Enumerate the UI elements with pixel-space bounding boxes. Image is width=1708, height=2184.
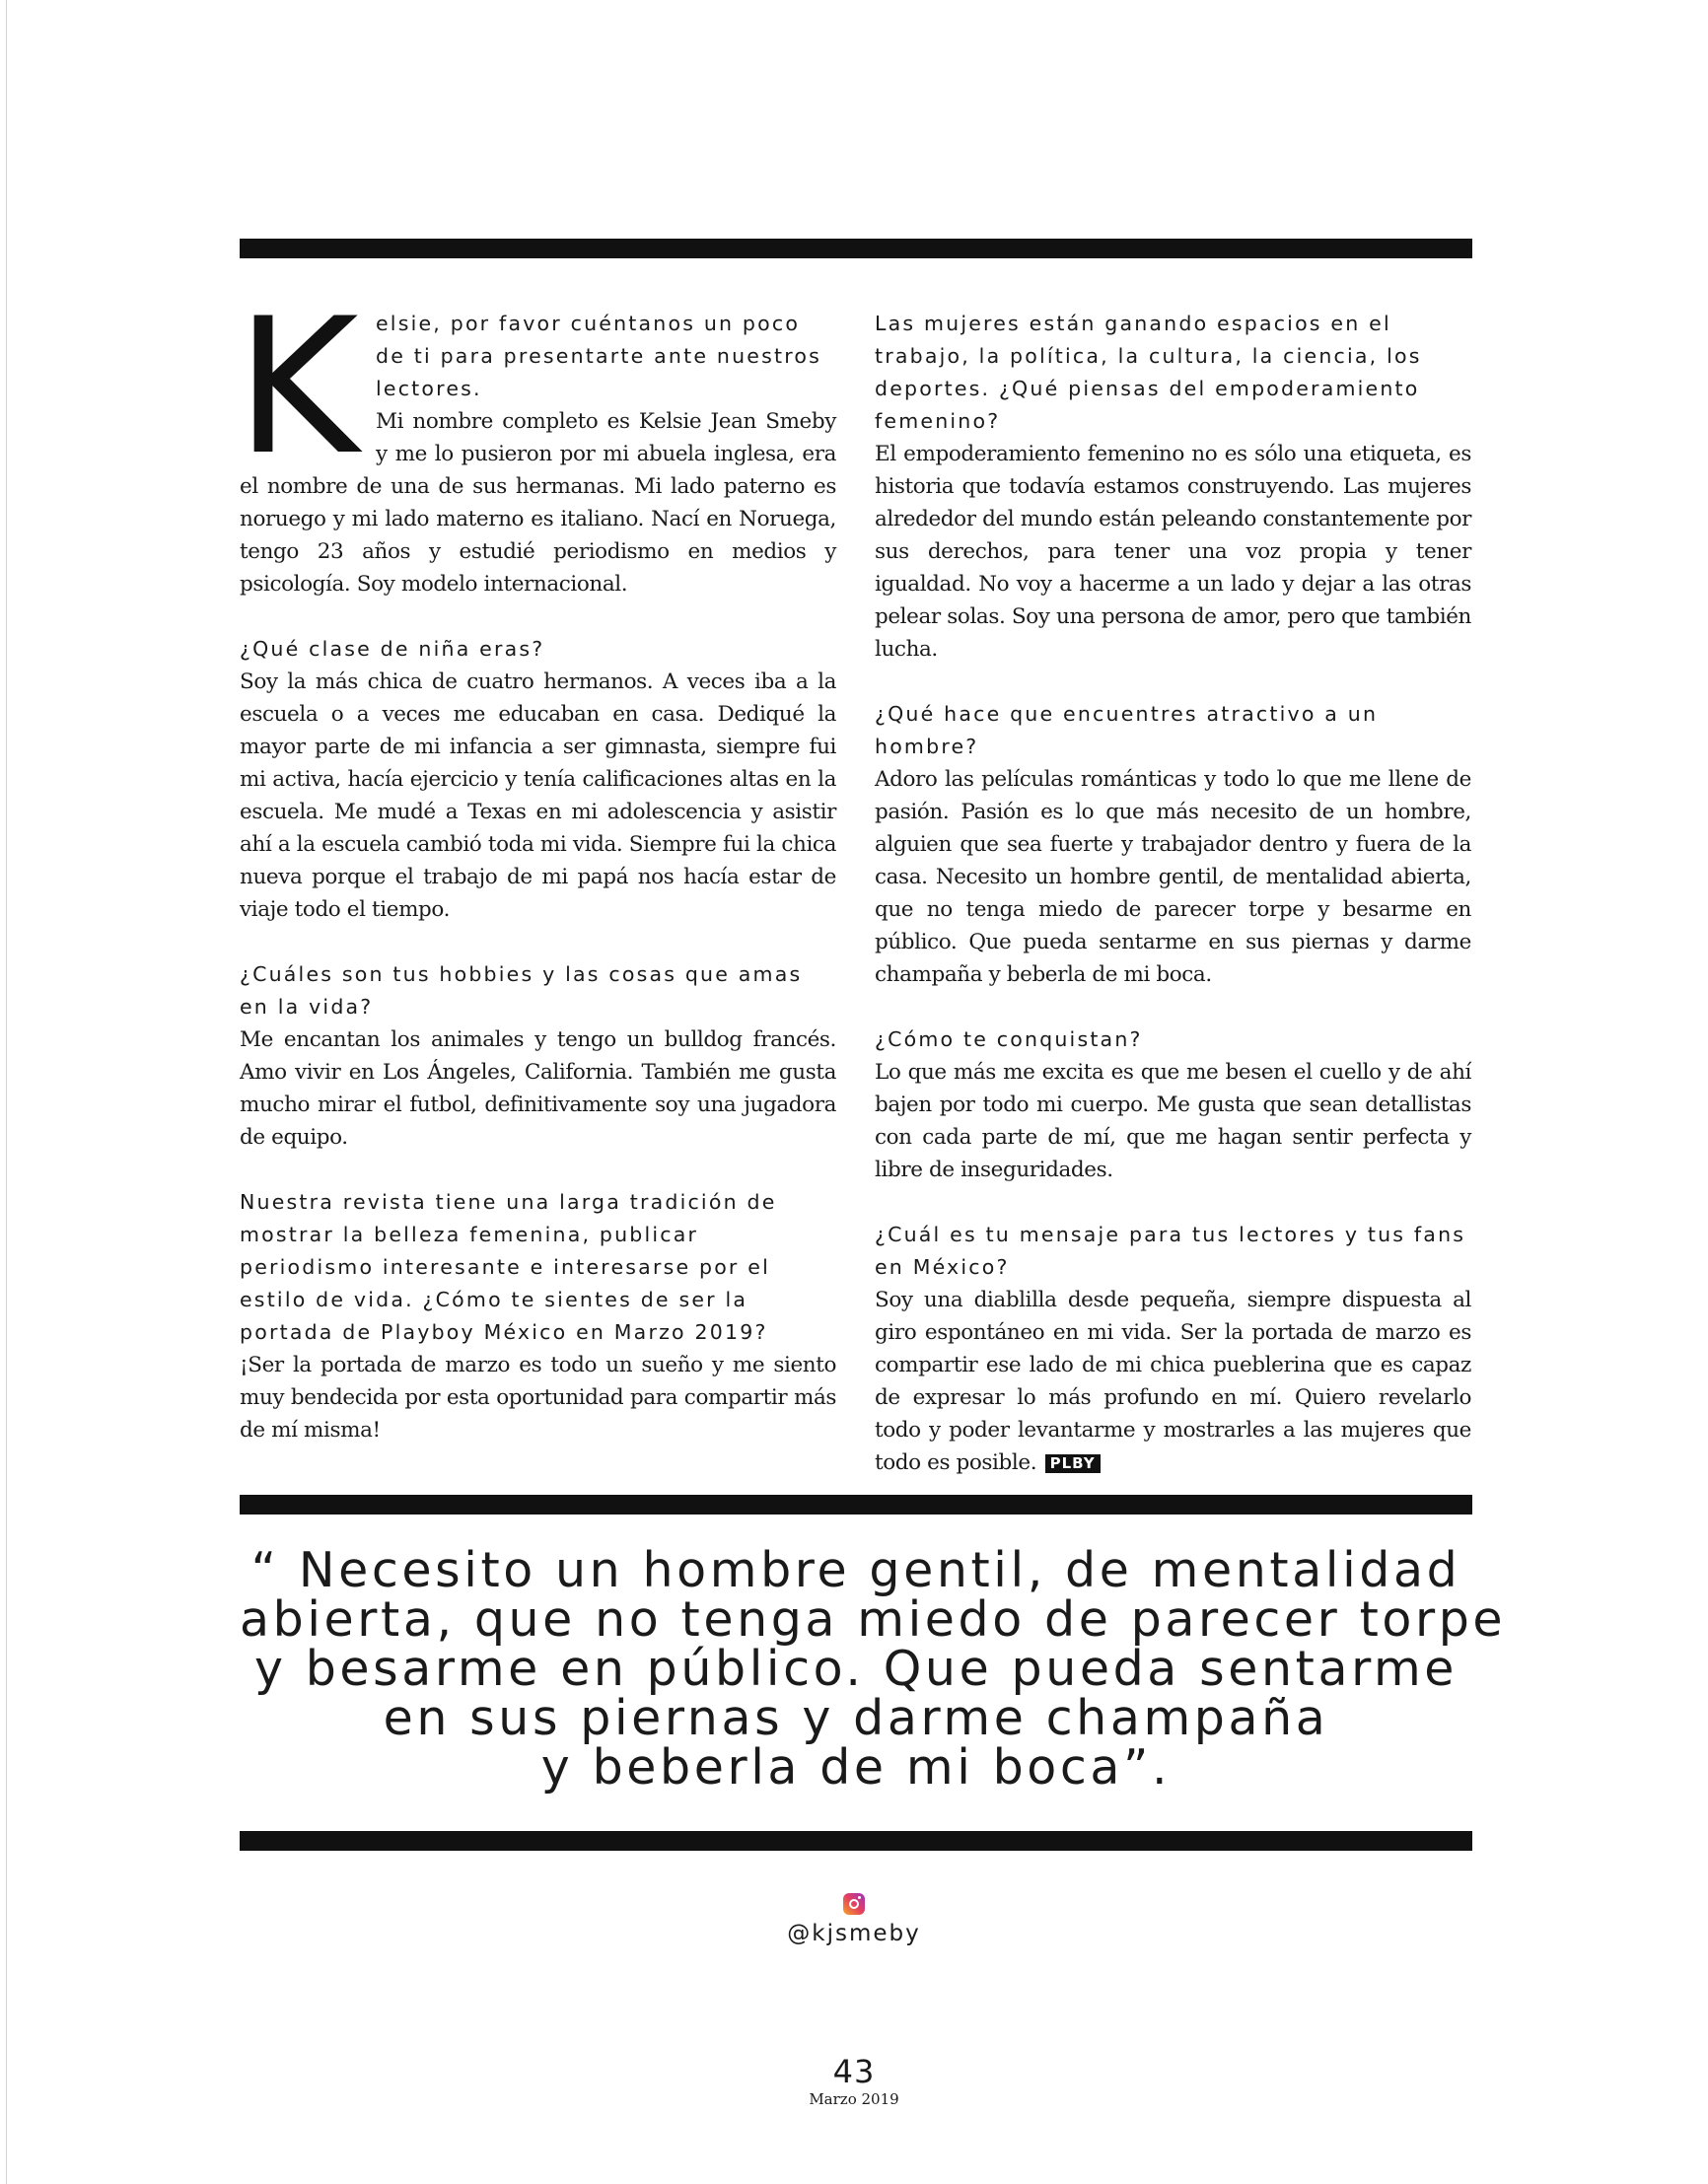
question: ¿Qué clase de niña eras? xyxy=(240,637,545,661)
question: ¿Cómo te conquistan? xyxy=(875,1027,1143,1051)
answer: Me encantan los animales y tengo un bulldog francés. Amo vivir en Los Ángeles, California. También me gusta mucho mirar el futbol, definitivamente soy una jugadora de equipo. xyxy=(240,1027,836,1150)
intro xyxy=(236,278,836,600)
issue-date: Marzo 2019 xyxy=(809,2090,899,2108)
top-rule xyxy=(240,239,1472,258)
closing-answer-text: Soy una diablilla desde pequeña, siempre dispuesta al giro espontáneo en mi vida. Ser la portada de marzo es compartir ese lado de mi chica pueblerina que es capaz de expresar lo más profundo en mí. Quiero revelarlo todo y poder levantarme y mostrarles a las mujeres que todo es posible. xyxy=(875,1288,1471,1475)
intro-answer: Mi nombre completo es Kelsie Jean Smeby y me lo pusieron por mi abuela inglesa, era el nombre de una de sus hermanas. Mi lado paterno es noruego y mi lado materno es italiano. Nací en Noruega, tengo 23 años y estudié periodismo en medios y psicología. Soy modelo internacional. xyxy=(240,409,836,597)
answer: El empoderamiento femenino no es sólo una etiqueta, es historia que todavía estamos construyendo. Las mujeres alrededor del mundo están peleando constantemente por sus derechos, para tener una voz propia y tener igualdad. No voy a hacerme a un lado y dejar a las otras pelear solas. Soy una persona de amor, pero que también lucha. xyxy=(875,442,1471,662)
question: Las mujeres están ganando espacios en el trabajo, la política, la cultura, la ciencia, los deportes. ¿Qué piensas del empoderamiento femenino? xyxy=(875,312,1422,433)
plby-signoff-logo: PLBY xyxy=(1045,1454,1101,1473)
answer xyxy=(875,1284,1471,1479)
right-column xyxy=(875,308,1471,1479)
pull-quote-line: en sus piernas y darme champaña xyxy=(383,1690,1329,1746)
answer: Soy la más chica de cuatro hermanos. A veces iba a la escuela o a veces me educaban en casa. Dediqué la mayor parte de mi infancia a ser gimnasta, siempre fui mi activa, hacía ejercicio y tenía calificaciones altas en la escuela. Me mudé a Texas en mi adolescencia y asistir ahí a la escuela cambió toda mi vida. Siempre fui la chica nueva porque el trabajo de mi papá nos hacía estar de viaje todo el tiempo. xyxy=(240,669,836,922)
left-column xyxy=(236,278,836,1446)
question: Nuestra revista tiene una larga tradición de mostrar la belleza femenina, publicar periodismo interesante e interesarse por el estilo de vida. ¿Cómo te sientes de ser la portada de Playboy México en Marzo 2019? xyxy=(240,1190,777,1344)
question: ¿Cuál es tu mensaje para tus lectores y tus fans en México? xyxy=(875,1223,1466,1279)
answer: Adoro las películas románticas y todo lo que me llene de pasión. Pasión es lo que más necesito de un hombre, alguien que sea fuerte y trabajador dentro y fuera de la casa. Necesito un hombre gentil, de mentalidad abierta, que no tenga miedo de parecer torpe y besarme en público. Que pueda sentarme en sus piernas y darme champaña y beberla de mi boca. xyxy=(875,767,1471,987)
pull-quote-line: y besarme en público. Que pueda sentarme xyxy=(253,1641,1459,1697)
question: ¿Qué hace que encuentres atractivo a un hombre? xyxy=(875,702,1379,758)
question: ¿Cuáles son tus hobbies y las cosas que amas en la vida? xyxy=(240,962,803,1019)
instagram-handle: @kjsmeby xyxy=(787,1921,921,1946)
pull-quote xyxy=(240,1542,1507,1796)
pull-quote-line: y beberla de mi boca”. xyxy=(540,1739,1172,1796)
pull-quote-line: “ Necesito un hombre gentil, de mentalidad xyxy=(250,1542,1461,1598)
instagram-icon xyxy=(843,1893,865,1915)
pullquote-top-rule xyxy=(240,1495,1472,1515)
answer: ¡Ser la portada de marzo es todo un sueño y me siento muy bendecida por esta oportunidad para compartir más de mí misma! xyxy=(240,1353,836,1443)
dropcap: K xyxy=(236,278,359,496)
answer: Lo que más me excita es que me besen el cuello y de ahí bajen por todo mi cuerpo. Me gusta que sean detallistas con cada parte de mí, que me hagan sentir perfecta y libre de inseguridades. xyxy=(875,1060,1471,1182)
page-number: 43 xyxy=(832,2053,876,2090)
page-edge-line xyxy=(6,0,7,2184)
pull-quote-line: abierta, que no tenga miedo de parecer torpe xyxy=(240,1591,1507,1648)
intro-question: elsie, por favor cuéntanos un poco de ti para presentarte ante nuestros lectores. xyxy=(376,312,821,400)
pullquote-bottom-rule xyxy=(240,1831,1472,1851)
